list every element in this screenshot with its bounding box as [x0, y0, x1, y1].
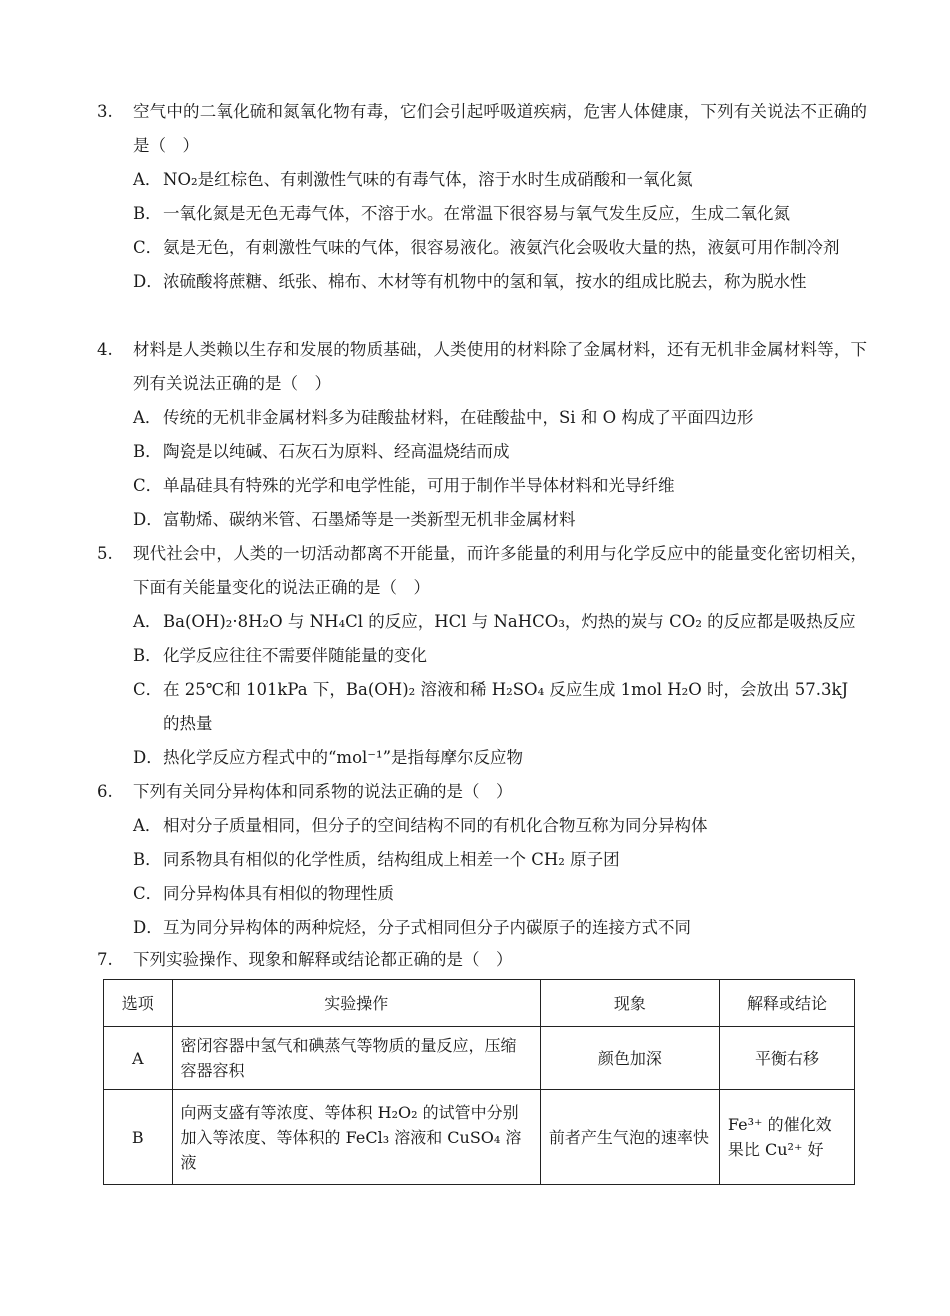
header-conclusion: 解释或结论: [719, 980, 854, 1027]
option-d: [133, 503, 867, 537]
question-number: 5.: [97, 544, 113, 563]
header-phenomenon: 现象: [540, 980, 719, 1027]
option-c: [133, 231, 867, 265]
option-text: 一氧化氮是无色无毒气体，不溶于水。在常温下很容易与氧气发生反应，生成二氧化氮: [163, 204, 790, 223]
option-text: Ba(OH)₂·8H₂O 与 NH₄Cl 的反应，HCl 与 NaHCO₃，灼热的炭与 CO₂ 的反应都是吸热反应: [163, 612, 856, 631]
option-d: [133, 741, 867, 775]
option-a: [133, 401, 867, 435]
question-stem: 下列有关同分异构体和同系物的说法正确的是（ ）: [133, 782, 513, 801]
row-operation: 密闭容器中氢气和碘蒸气等物质的量反应，压缩容器容积: [172, 1027, 540, 1090]
question-number: 4.: [97, 340, 113, 359]
row-phenomenon: 前者产生气泡的速率快: [540, 1090, 719, 1185]
question-number: 3.: [97, 102, 113, 121]
header-operation: 实验操作: [172, 980, 540, 1027]
option-label: B．: [133, 850, 162, 869]
question-stem: 下列实验操作、现象和解释或结论都正确的是（ ）: [133, 950, 513, 969]
question-number: 7.: [97, 950, 113, 969]
row-operation: 向两支盛有等浓度、等体积 H₂O₂ 的试管中分别加入等浓度、等体积的 FeCl₃ 溶液和 CuSO₄ 溶液: [172, 1090, 540, 1185]
row-phenomenon: 颜色加深: [540, 1027, 719, 1090]
option-label: D．: [133, 748, 163, 767]
option-label: B．: [133, 442, 162, 461]
option-c: [133, 469, 867, 503]
option-label: A．: [133, 816, 162, 835]
table-row: [104, 1090, 855, 1185]
option-label: A．: [133, 408, 162, 427]
option-label: D．: [133, 918, 163, 937]
option-text: 相对分子质量相同，但分子的空间结构不同的有机化合物互称为同分异构体: [163, 816, 708, 835]
option-b: [133, 843, 867, 877]
option-label: C．: [133, 476, 163, 495]
row-conclusion: 平衡右移: [719, 1027, 854, 1090]
option-b: [133, 197, 867, 231]
question-stem: 现代社会中，人类的一切活动都离不开能量，而许多能量的利用与化学反应中的能量变化密切相关，下面有关能量变化的说法正确的是（ ）: [133, 544, 867, 597]
option-label: C．: [133, 680, 163, 699]
question-7: [97, 943, 867, 977]
option-text: 在 25℃和 101kPa 下，Ba(OH)₂ 溶液和稀 H₂SO₄ 反应生成 1mol H₂O 时，会放出 57.3kJ 的热量: [163, 680, 849, 733]
option-a: [133, 605, 867, 639]
option-b: [133, 639, 867, 673]
option-text: 传统的无机非金属材料多为硅酸盐材料，在硅酸盐中，Si 和 O 构成了平面四边形: [163, 408, 754, 427]
option-d: [133, 911, 867, 945]
option-text: 浓硫酸将蔗糖、纸张、棉布、木材等有机物中的氢和氧，按水的组成比脱去，称为脱水性: [163, 272, 807, 291]
option-a: [133, 163, 867, 197]
option-text: 富勒烯、碳纳米管、石墨烯等是一类新型无机非金属材料: [163, 510, 576, 529]
option-b: [133, 435, 867, 469]
option-text: 同系物具有相似的化学性质，结构组成上相差一个 CH₂ 原子团: [163, 850, 620, 869]
option-c: [133, 877, 867, 911]
row-option: B: [104, 1090, 173, 1185]
option-label: D．: [133, 510, 163, 529]
option-text: NO₂是红棕色、有刺激性气味的有毒气体，溶于水时生成硝酸和一氧化氮: [163, 170, 693, 189]
question-6: [97, 775, 867, 945]
option-text: 陶瓷是以纯碱、石灰石为原料、经高温烧结而成: [163, 442, 510, 461]
option-label: B．: [133, 646, 162, 665]
row-conclusion: Fe³⁺ 的催化效果比 Cu²⁺ 好: [719, 1090, 854, 1185]
option-label: A．: [133, 170, 162, 189]
question-stem: 材料是人类赖以生存和发展的物质基础，人类使用的材料除了金属材料，还有无机非金属材料等，下列有关说法正确的是（ ）: [133, 340, 867, 393]
table-header-row: [104, 980, 855, 1027]
option-a: [133, 809, 867, 843]
question-number: 6.: [97, 782, 113, 801]
option-label: C．: [133, 238, 163, 257]
option-label: D．: [133, 272, 163, 291]
table-row: [104, 1027, 855, 1090]
question-5: [97, 537, 867, 775]
option-text: 热化学反应方程式中的“mol⁻¹”是指每摩尔反应物: [163, 748, 524, 767]
row-option: A: [104, 1027, 173, 1090]
question-stem: 空气中的二氧化硫和氮氧化物有毒，它们会引起呼吸道疾病，危害人体健康，下列有关说法不正确的是（ ）: [133, 102, 867, 155]
question-4: [97, 333, 867, 537]
option-text: 氨是无色，有刺激性气味的气体，很容易液化。液氨汽化会吸收大量的热，液氨可用作制冷剂: [163, 238, 840, 257]
option-c: [133, 673, 867, 741]
option-text: 互为同分异构体的两种烷烃，分子式相同但分子内碳原子的连接方式不同: [163, 918, 691, 937]
option-text: 同分异构体具有相似的物理性质: [163, 884, 394, 903]
option-label: B．: [133, 204, 162, 223]
option-text: 单晶硅具有特殊的光学和电学性能，可用于制作半导体材料和光导纤维: [163, 476, 675, 495]
option-label: C．: [133, 884, 163, 903]
header-option: 选项: [104, 980, 173, 1027]
option-text: 化学反应往往不需要伴随能量的变化: [163, 646, 427, 665]
option-d: [133, 265, 867, 299]
question-3: [97, 95, 867, 299]
experiment-table: [103, 979, 855, 1185]
option-label: A．: [133, 612, 162, 631]
